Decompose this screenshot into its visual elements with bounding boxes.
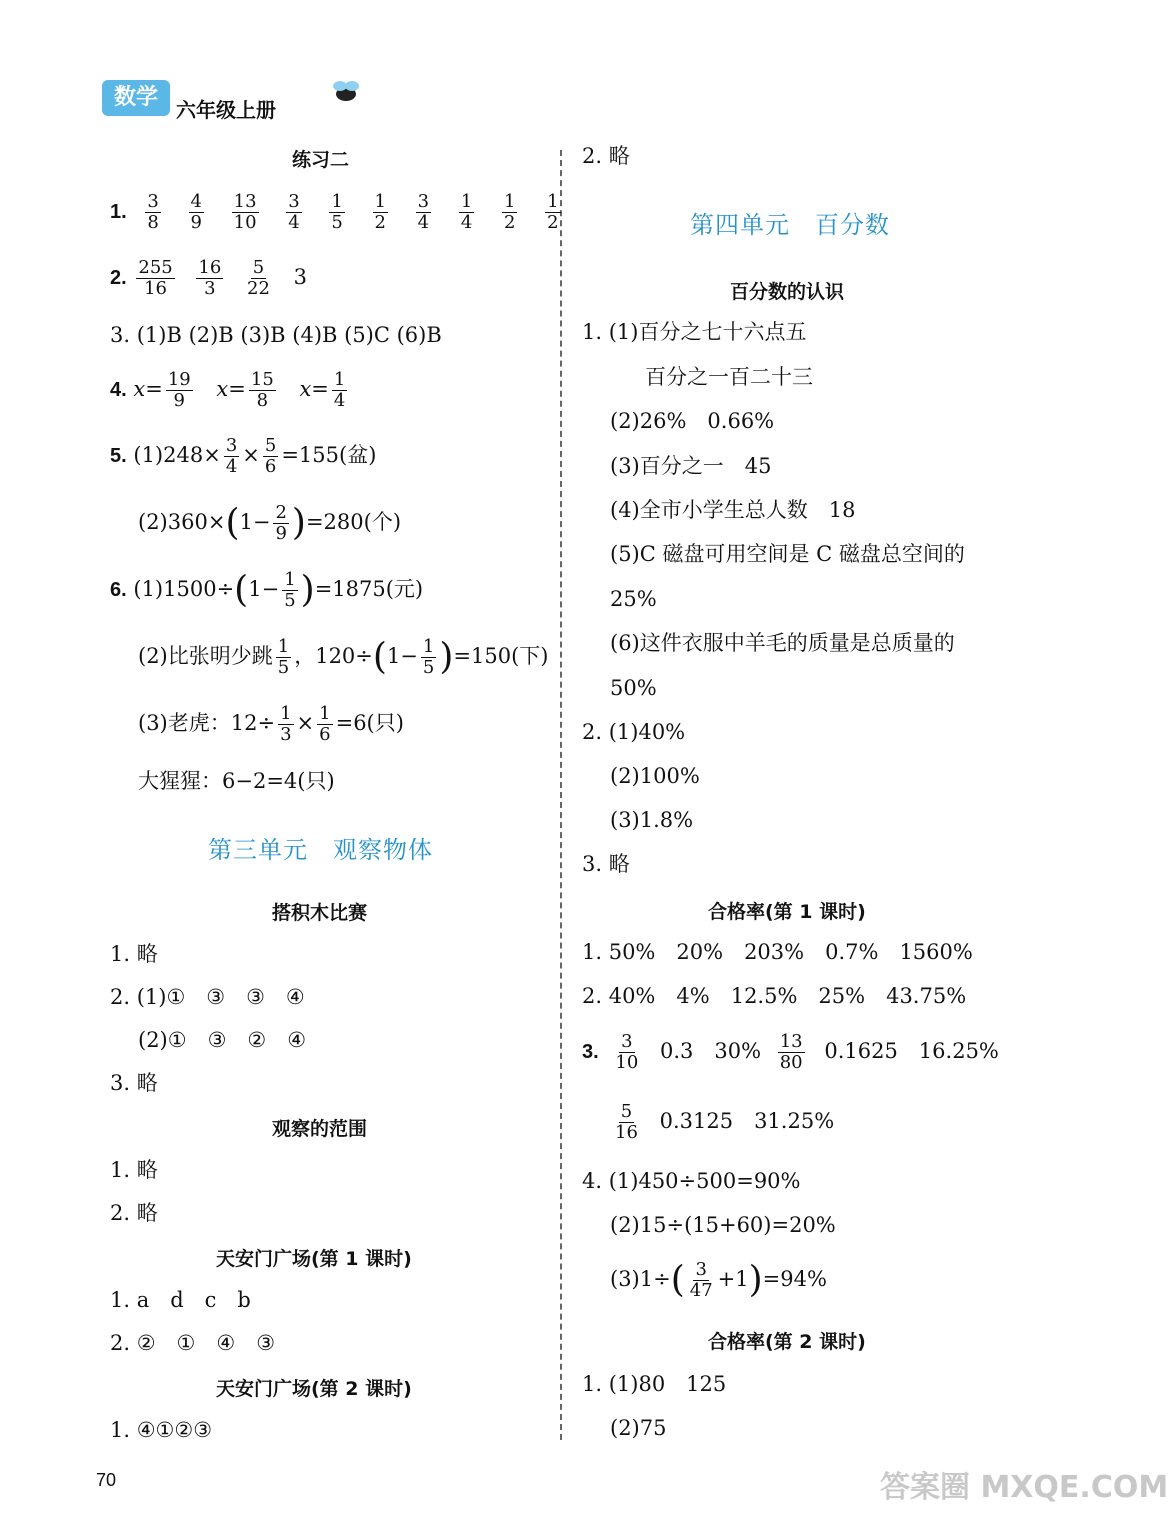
answer-line: (6)这件衣服中羊毛的质量是总质量的 <box>610 631 955 655</box>
section-title: 练习二 <box>292 149 350 171</box>
answer-line: 25% <box>610 587 657 611</box>
answer-line: (2)15÷(15+60)=20% <box>610 1213 836 1237</box>
grade-label: 六年级上册 <box>176 98 276 122</box>
answer-line: 2. 略 <box>582 144 630 168</box>
answer-line: 百分之一百二十三 <box>645 365 813 389</box>
answer-line: 1. 略 <box>110 942 158 966</box>
page-number: 70 <box>96 1470 117 1490</box>
answer-line: 3. (1)B (2)B (3)B (4)B (5)C (6)B <box>110 323 442 347</box>
answer-line: (4)全市小学生总人数 18 <box>610 498 856 522</box>
answer-line: (2)100% <box>610 764 700 788</box>
answer-line: (2)360×(1− $\frac{2}{9}$ )=280(个) <box>138 502 402 544</box>
subject-badge: 数学 <box>102 80 170 116</box>
answer-line: 1. (1)80 125 <box>582 1372 727 1396</box>
column-divider <box>560 150 562 1440</box>
answer-line: 2. 略 <box>110 1201 158 1225</box>
answer-line: 2. (1)40% <box>582 720 686 744</box>
answer-line: $\frac{5}{16}$ 0.3125 31.25% <box>615 1101 835 1143</box>
answer-line: 3. 略 <box>110 1071 158 1095</box>
answer-line: 4. (1)450÷500=90% <box>582 1169 801 1193</box>
section-title: 天安门广场(第 2 课时) <box>216 1378 412 1400</box>
answer-line: (5)C 磁盘可用空间是 C 磁盘总空间的 <box>610 542 965 566</box>
answer-line: 2. ② ① ④ ③ <box>110 1331 276 1355</box>
answer-line: 1. $\frac{3}{8}$ $\frac{4}{9}$ $\frac{13}{10}$ $\frac{3}{4}$ $\frac{1}{5}$ $\frac{1}{2}$ $\frac{3}{4}$ $\frac{1}{4}$ $\frac{1}{2}$ $\frac{1}{2}$ <box>110 191 559 233</box>
answer-line: 5. (1)248× $\frac{3}{4}$ × $\frac{5}{6}$ =155(盆) <box>110 435 377 477</box>
answer-line: (3)1.8% <box>610 808 694 832</box>
section-title: 搭积木比赛 <box>272 902 368 924</box>
answer-line: 1. ④①②③ <box>110 1418 213 1442</box>
section-title: 观察的范围 <box>272 1118 368 1140</box>
unit-title: 第三单元 观察物体 <box>208 836 433 864</box>
bee-icon <box>326 78 366 108</box>
answer-line: 4. x= $\frac{19}{9}$ x= $\frac{15}{8}$ x= $\frac{1}{4}$ <box>110 369 346 411</box>
answer-line: 2. (1)① ③ ③ ④ <box>110 985 305 1009</box>
answer-line: (2)比张明少跳 $\frac{1}{5}$ ，120÷(1− $\frac{1}{5}$ )=150(下) <box>138 636 549 678</box>
answer-line: 1. 50% 20% 203% 0.7% 1560% <box>582 940 973 964</box>
answer-line: 50% <box>610 676 657 700</box>
answer-line: 6. (1)1500÷(1− $\frac{1}{5}$ )=1875(元) <box>110 569 424 611</box>
answer-line: 3. $\frac{3}{10}$ 0.3 30% $\frac{13}{80}$ 0.1625 16.25% <box>582 1031 999 1073</box>
answer-line: 1. 略 <box>110 1158 158 1182</box>
answer-line: (2)75 <box>610 1416 667 1440</box>
watermark: 答案圈 MXQE.COM <box>880 1470 1168 1505</box>
section-title: 天安门广场(第 1 课时) <box>216 1248 412 1270</box>
answer-line: (2)26% 0.66% <box>610 409 775 433</box>
section-title: 百分数的认识 <box>730 281 845 303</box>
answer-line: 2. $\frac{255}{16}$ $\frac{16}{3}$ $\frac{5}{22}$ 3 <box>110 257 307 299</box>
answer-line: 1. a d c b <box>110 1288 251 1312</box>
unit-title: 第四单元 百分数 <box>690 211 890 239</box>
section-title: 合格率(第 2 课时) <box>708 1331 866 1353</box>
answer-line: 1. (1)百分之七十六点五 <box>582 320 807 344</box>
answer-line: 2. 40% 4% 12.5% 25% 43.75% <box>582 984 967 1008</box>
answer-line: 大猩猩：6−2=4(只) <box>138 769 335 793</box>
answer-line: (2)① ③ ② ④ <box>138 1028 307 1052</box>
answer-line: (3)老虎：12÷ $\frac{1}{3}$ × $\frac{1}{6}$ =6(只) <box>138 703 404 745</box>
section-title: 合格率(第 1 课时) <box>708 901 866 923</box>
answer-line: 3. 略 <box>582 852 630 876</box>
answer-line: (3)1÷( $\frac{3}{47}$ +1)=94% <box>610 1259 827 1301</box>
answer-line: (3)百分之一 45 <box>610 454 772 478</box>
